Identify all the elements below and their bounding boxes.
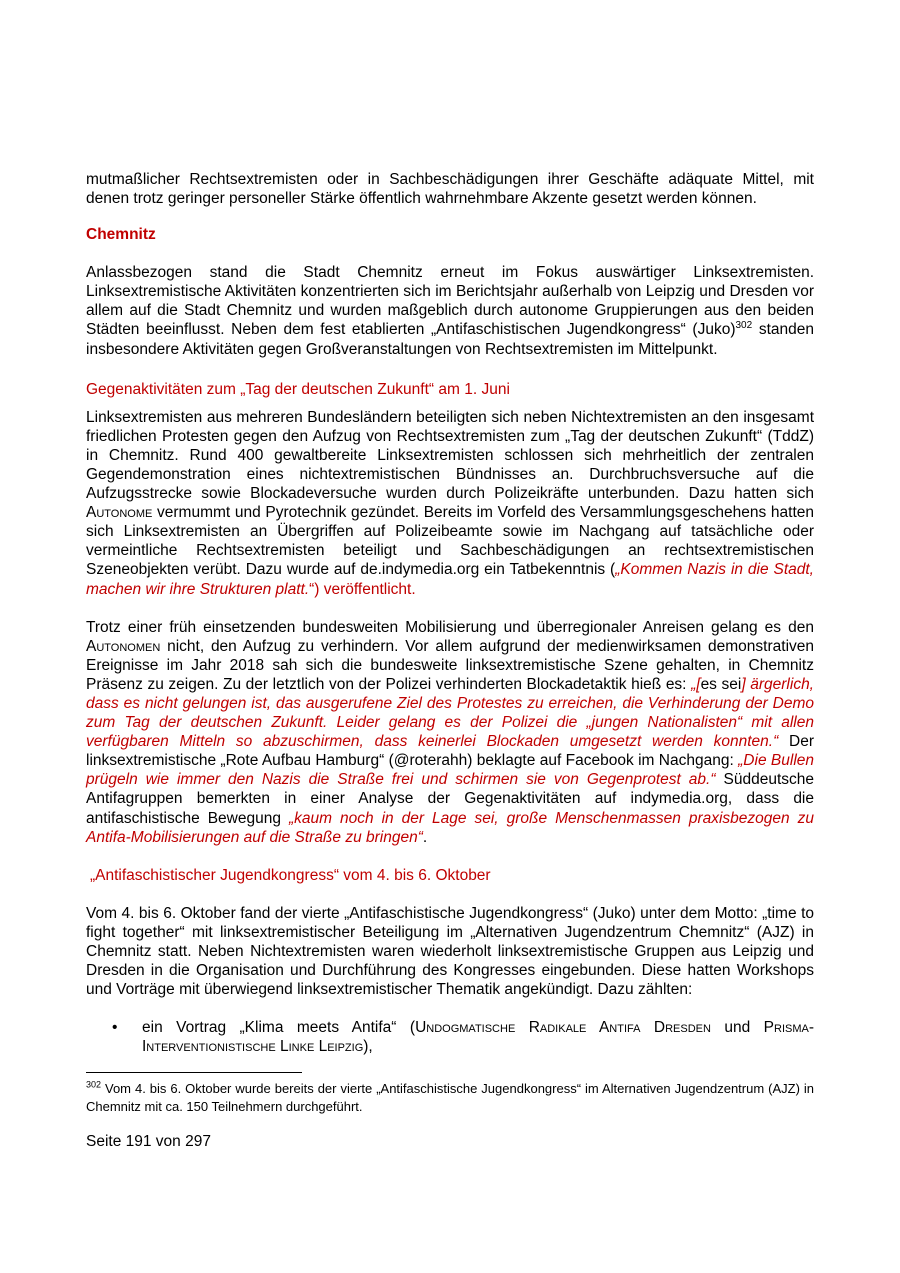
document-page bbox=[86, 170, 814, 1151]
tddz-paragraph: Linksextremisten aus mehreren Bundesländern beteiligten sich neben Nichtextremisten an den insgesamt friedlichen Protesten gegen den Aufzug von Rechtsextremisten zum „Tag der deutschen Zukunft“ (TddZ) in Chemnitz. Rund 400 gewaltbereite Linksextremisten schlossen sich mehrheitlich der zentralen Gegendemonstration eines nichtextremistischen Bündnisses an. Durchbruchsversuche auf die Aufzugsstrecke sowie Blockadeversuche wurden durch Polizeikräfte unterbunden. Dazu hatten sich Autonome vermummt und Pyrotechnik gezündet. Bereits im Vorfeld des Versammlungsgeschehens hatten sich Linksextremisten an Übergriffen auf Polizeibeamte sowie im Nachgang auf tatsächliche oder vermeintliche Rechtsextremisten beteiligt und Sachbeschädigungen an rechtsextremistischen Szeneobjekten verübt. Dazu wurde auf de.indymedia.org ein Tatbekenntnis („Kommen Nazis in die Stadt, machen wir ihre Strukturen platt.“) veröffentlicht. bbox=[86, 408, 814, 598]
quote-blockade: ] ärgerlich, dass es nicht gelungen ist, das ausgerufene Ziel des Protestes zu erreichen, die Verhinderung der Demo zum Tag der deutschen Zukunft. Leider gelang es der Polizei die „jungen Nationalisten“ mit allen verfügbaren Mitteln so abzuschirmen, dass keinerlei Blockaden umgesetzt werden konnten.“ bbox=[86, 675, 814, 751]
quote-facebook: „Die Bullen prügeln wie immer den Nazis die Straße frei und schirmen sie von Gegenprotest ab.“ bbox=[86, 752, 815, 789]
footnote-reference[interactable]: 302 bbox=[735, 320, 753, 332]
mobilisierung-paragraph: Trotz einer früh einsetzenden bundesweiten Mobilisierung und überregionaler Anreisen gelang es den Autonomen nicht, den Aufzug zu verhindern. Vor allem aufgrund der medienwirksamen demonstrativen Ereignisse im Jahr 2018 sah sich die bundesweite linksextremistische Szene gehalten, in Chemnitz Präsenz zu zeigen. Zu der letztlich von der Polizei verhinderten Blockadetaktik hieß es: „[es sei] ärgerlich, dass es nicht gelungen ist, das ausgerufene Ziel des Protestes zu erreichen, die Verhinderung der Demo zum Tag der deutschen Zukunft. Leider gelang es der Polizei die „jungen Nationalisten“ mit allen verfügbaren Mitteln so abzuschirmen, dass keinerlei Blockaden umgesetzt werden konnten.“ Der linksextremistische „Rote Aufbau Hamburg“ (@roterahh) beklagte auf Facebook im Nachgang: „Die Bullen prügeln wie immer den Nazis die Straße frei und schirmen sie von Gegenprotest ab.“ Süddeutsche Antifagruppen bemerkten in einer Analyse der Gegenaktivitäten auf indymedia.org, dass die antifaschistische Bewegung „kaum noch in der Lage sei, große Menschenmassen praxisbezogen zu Antifa-Mobilisierungen auf die Straße zu bringen“. bbox=[86, 618, 815, 846]
list-item bbox=[86, 1018, 814, 1056]
intro-paragraph: mutmaßlicher Rechtsextremisten oder in Sachbeschädigungen ihrer Geschäfte adäquate Mittel, mit denen trotz geringer personeller Stärke öffentlich wahrnehmbare Akzente gesetzt werden können. bbox=[86, 171, 814, 208]
subheading-tddz: Gegenaktivitäten zum „Tag der deutschen Zukunft“ am 1. Juni bbox=[86, 380, 510, 398]
juko-paragraph: Vom 4. bis 6. Oktober fand der vierte „Antifaschistische Jugendkongress“ (Juko) unter dem Motto: „time to fight together“ mit linksextremistischer Beteiligung im „Alternativen Jugendzentrum Chemnitz“ (AJZ) in Chemnitz statt. Neben Nichtextremisten waren wiederholt linksextremistische Gruppen aus Leipzig und Dresden in die Organisation und Durchführung des Kongresses eingebunden. Diese hatten Workshops und Vorträge mit überwiegend linksextremistischer Thematik angekündigt. Dazu zählten: bbox=[86, 904, 814, 999]
list-item-text: ein Vortrag „Klima meets Antifa“ (Undogmatische Radikale Antifa Dresden und Prisma-Interventionistische Linke Leipzig), bbox=[142, 1019, 815, 1056]
footnote-302: $^{302}$ Vom 4. bis 6. Oktober wurde bereits der vierte „Antifaschistische Jugendkongress“ im Alternativen Jugendzentrum (AJZ) in Chemnitz mit ca. 150 Teilnehmern durchgeführt. bbox=[86, 1080, 814, 1114]
bullet-icon: • bbox=[112, 1019, 118, 1037]
quote-analyse: „kaum noch in der Lage sei, große Menschenmassen praxisbezogen zu Antifa-Mobilisierungen auf die Straße zu bringen“ bbox=[86, 809, 815, 846]
chemnitz-paragraph: Anlassbezogen stand die Stadt Chemnitz erneut im Fokus auswärtiger Linksextremisten. Linksextremistische Aktivitäten konzentrierten sich im Berichtsjahr außerhalb von Leipzig und Dresden vor allem auf die Stadt Chemnitz und wurden maßgeblich durch autonome Gruppierungen aus den beiden Städten beeinflusst. Neben dem fest etablierten „Antifaschistischen Jugendkongress“ (Juko)$^{302}$ standen insbesondere Aktivitäten gegen Großveranstaltungen von Rechtsextremisten im Mittelpunkt. bbox=[86, 264, 815, 358]
section-heading-chemnitz: Chemnitz bbox=[86, 226, 156, 244]
page-number-footer: Seite 191 von 297 bbox=[86, 1133, 211, 1151]
quote-tatbekenntnis: „Kommen Nazis in die Stadt, machen wir ihre Strukturen platt. bbox=[86, 561, 814, 598]
subheading-juko: „Antifaschistischer Jugendkongress“ vom 4. bis 6. Oktober bbox=[90, 866, 491, 884]
